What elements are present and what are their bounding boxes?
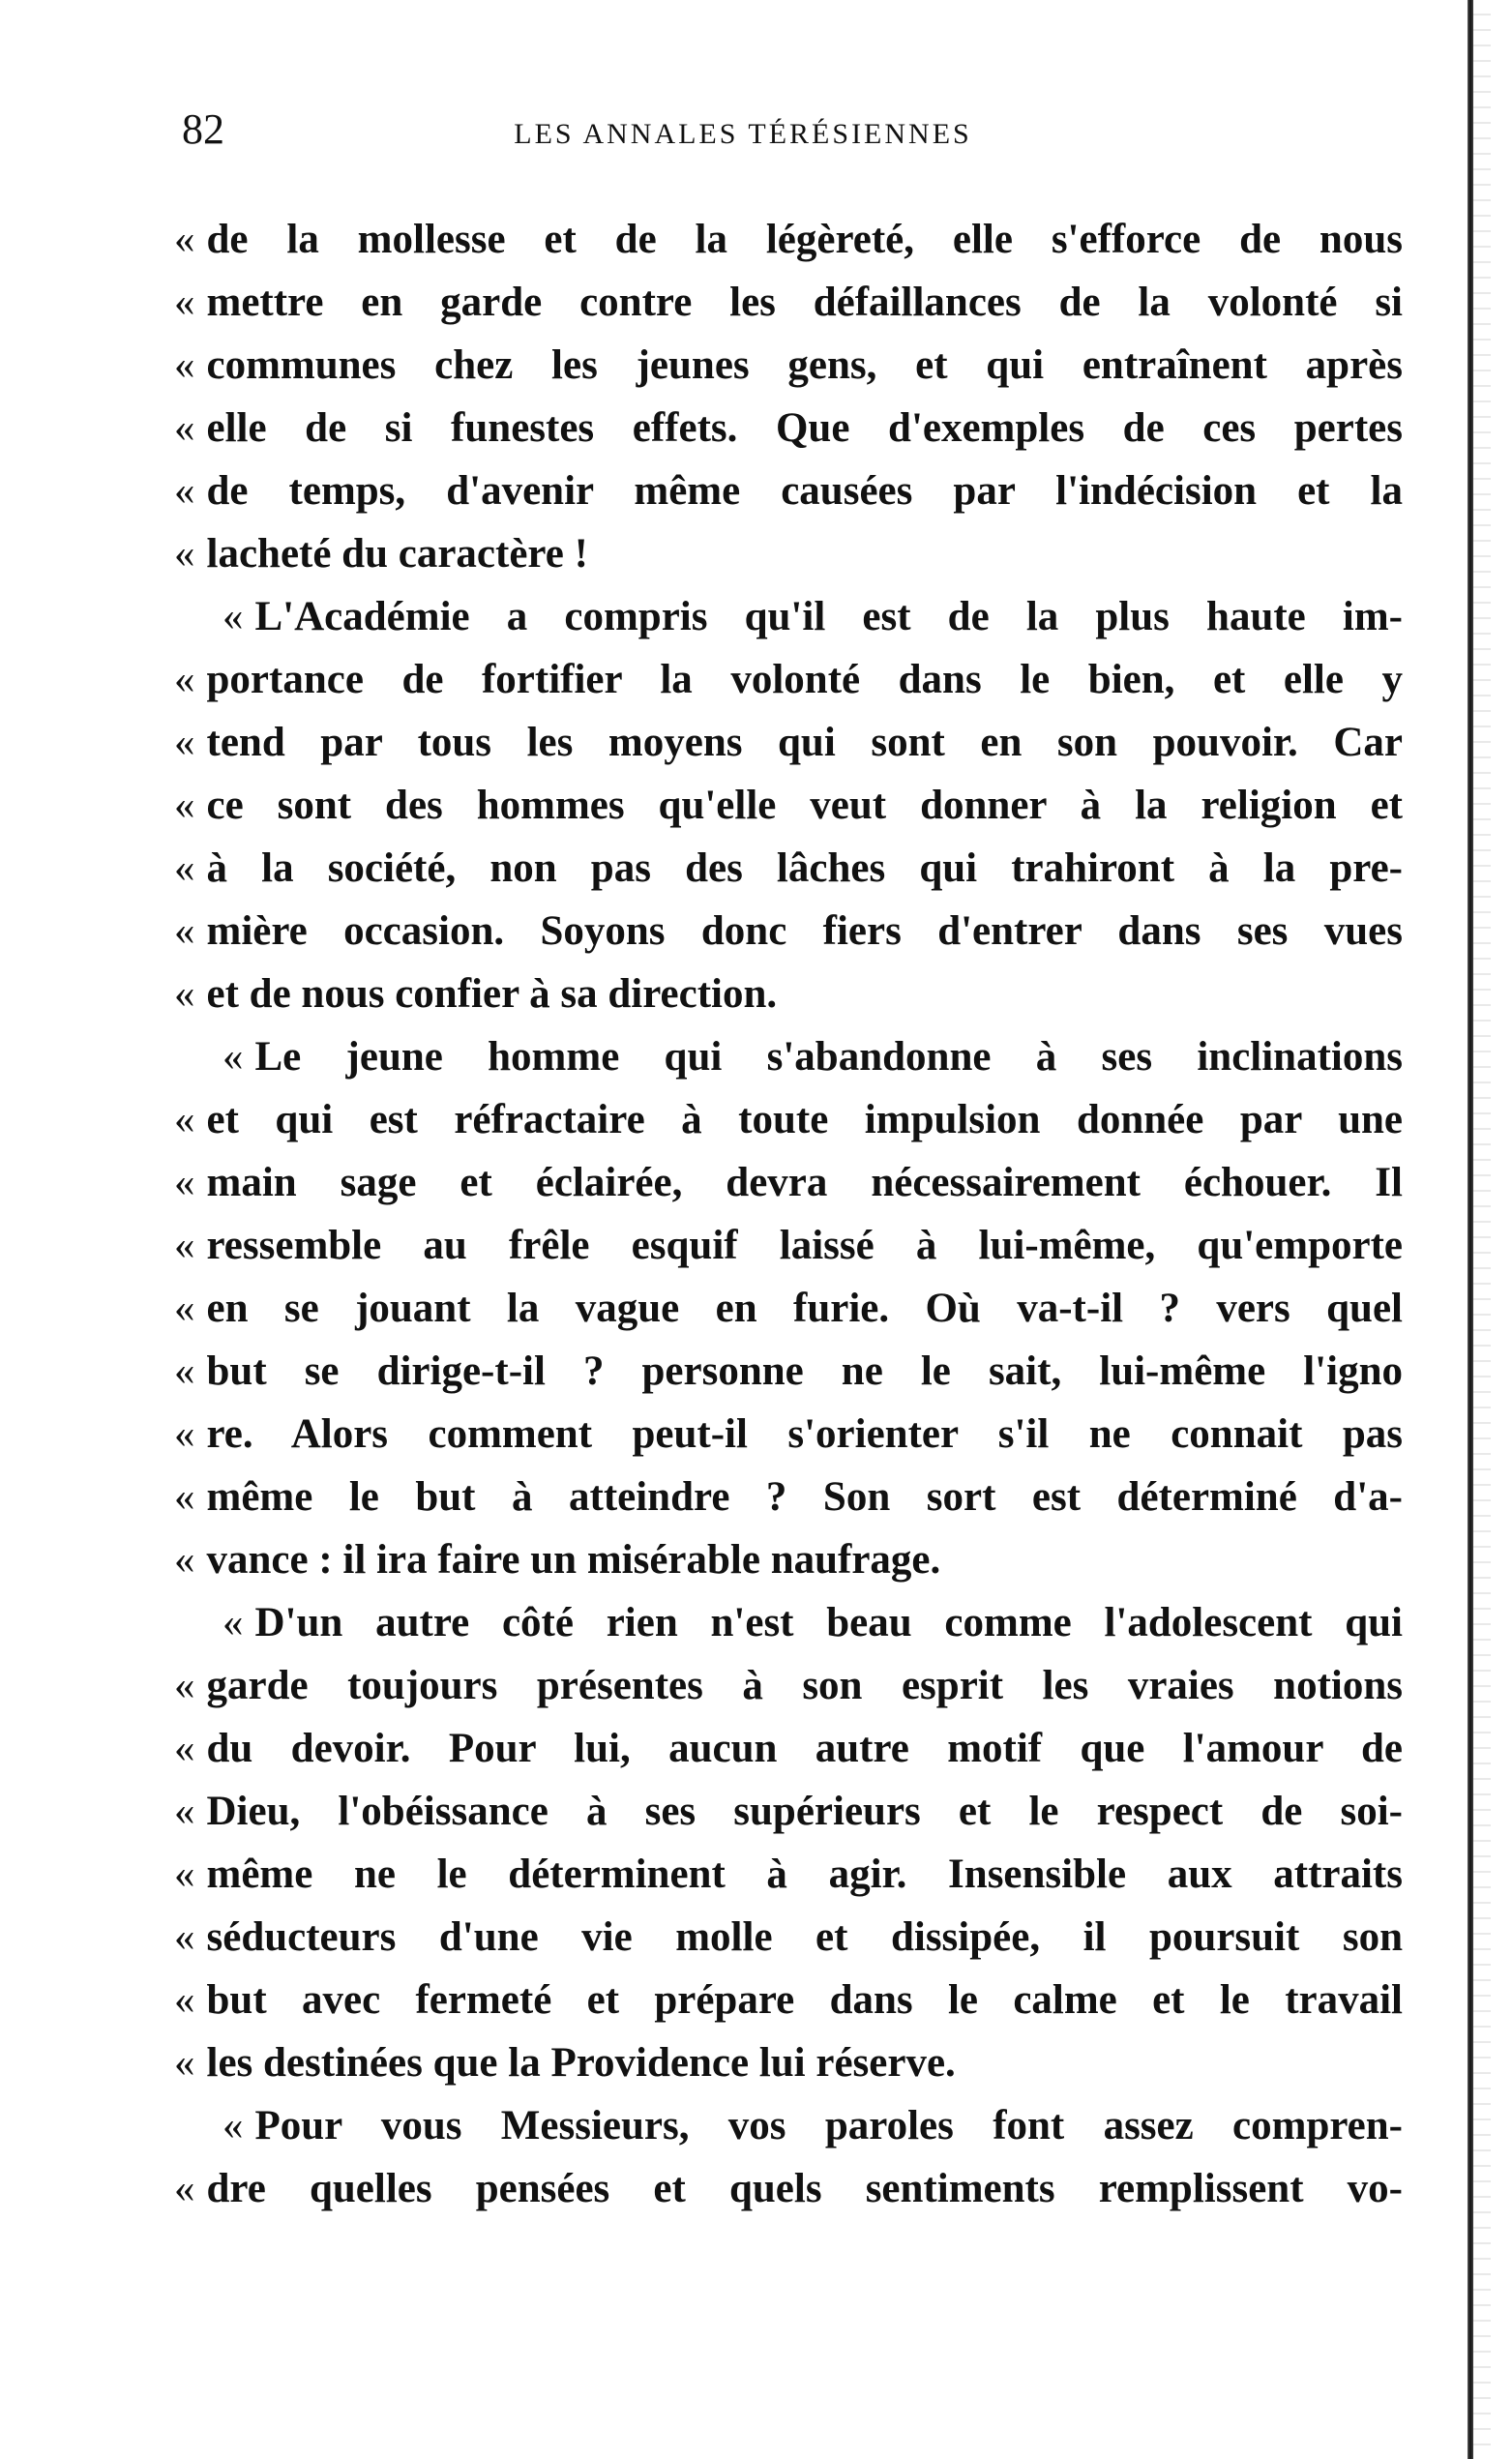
quote-mark: « (174, 1348, 195, 1394)
line-text: ressemble au frêle esquif laissé à lui-même, qu'emporte (206, 1223, 1403, 1268)
text-line (174, 900, 1403, 963)
quote-mark: « (174, 971, 195, 1017)
line-text: portance de fortifier la volonté dans le bien, et elle y (206, 657, 1403, 702)
text-line (174, 1843, 1403, 1906)
text-line (174, 648, 1403, 711)
line-text: et de nous confier à sa direction. (206, 971, 778, 1017)
line-text: but se dirige-t-il ? personne ne le sait, lui-même l'igno (206, 1348, 1403, 1394)
text-line (174, 1088, 1403, 1151)
line-text: D'un autre côté rien n'est beau comme l'adolescent qui (254, 1600, 1403, 1645)
line-text: mière occasion. Soyons donc fiers d'entrer dans ses vues (206, 908, 1403, 954)
quote-mark: « (174, 1914, 195, 1960)
line-text: même le but à atteindre ? Son sort est déterminé d'a- (206, 1474, 1403, 1520)
text-line (174, 1969, 1403, 2031)
page-header (182, 104, 1410, 154)
line-text: en se jouant la vague en furie. Où va-t-il ? vers quel (206, 1286, 1403, 1331)
quote-mark: « (174, 1537, 195, 1583)
text-line (174, 711, 1403, 774)
quote-mark: « (174, 783, 195, 828)
line-text: les destinées que la Providence lui réserve. (206, 2040, 956, 2086)
line-text: vance : il ira faire un misérable naufrage. (206, 1537, 941, 1583)
quote-mark: « (222, 1600, 244, 1645)
quote-mark: « (174, 1286, 195, 1331)
text-line (174, 1214, 1403, 1277)
quote-mark: « (174, 1223, 195, 1268)
line-text: L'Académie a compris qu'il est de la plus haute im- (254, 594, 1403, 639)
text-line (174, 2094, 1403, 2157)
line-text: à la société, non pas des lâches qui trahiront à la pre- (206, 845, 1403, 891)
line-text: même ne le déterminent à agir. Insensible aux attraits (206, 1852, 1403, 1897)
quote-mark: « (174, 1160, 195, 1205)
line-text: de la mollesse et de la légèreté, elle s'efforce de nous (206, 217, 1403, 262)
quote-mark: « (222, 1034, 244, 1080)
quote-mark: « (174, 531, 195, 577)
text-line (174, 837, 1403, 900)
quote-mark: « (174, 1411, 195, 1457)
text-line (174, 963, 1403, 1025)
text-line (174, 774, 1403, 837)
text-line (174, 2157, 1403, 2220)
quote-mark: « (174, 468, 195, 514)
line-text: lacheté du caractère ! (206, 531, 588, 577)
quote-mark: « (174, 1663, 195, 1708)
quote-mark: « (222, 594, 244, 639)
quote-mark: « (174, 845, 195, 891)
text-line (174, 1780, 1403, 1843)
quote-mark: « (222, 2103, 244, 2148)
line-text: du devoir. Pour lui, aucun autre motif que l'amour de (206, 1726, 1403, 1771)
text-line (174, 1466, 1403, 1528)
quote-mark: « (174, 1789, 195, 1834)
line-text: tend par tous les moyens qui sont en son pouvoir. Car (206, 720, 1403, 765)
text-line (174, 1528, 1403, 1591)
text-line (174, 1403, 1403, 1466)
line-text: de temps, d'avenir même causées par l'indécision et la (206, 468, 1403, 514)
text-line (174, 208, 1403, 271)
text-line (174, 1151, 1403, 1214)
page-edge-shadow (1471, 0, 1491, 2459)
text-line (174, 1591, 1403, 1654)
line-text: dre quelles pensées et quels sentiments remplissent vo- (206, 2166, 1403, 2211)
line-text: communes chez les jeunes gens, et qui entraînent après (206, 342, 1403, 388)
quote-mark: « (174, 1474, 195, 1520)
text-line (174, 1717, 1403, 1780)
quote-mark: « (174, 1726, 195, 1771)
line-text: séducteurs d'une vie molle et dissipée, il poursuit son (206, 1914, 1403, 1960)
line-text: re. Alors comment peut-il s'orienter s'il ne connait pas (206, 1411, 1403, 1457)
text-line (174, 522, 1403, 585)
quote-mark: « (174, 405, 195, 451)
page-number: 82 (182, 105, 224, 153)
running-title: LES ANNALES TÉRÉSIENNES (514, 118, 972, 150)
quote-mark: « (174, 1852, 195, 1897)
line-text: et qui est réfractaire à toute impulsion donnée par une (206, 1097, 1403, 1142)
line-text: Le jeune homme qui s'abandonne à ses inclinations (254, 1034, 1403, 1080)
text-line (174, 1906, 1403, 1969)
quote-mark: « (174, 657, 195, 702)
line-text: ce sont des hommes qu'elle veut donner à la religion et (206, 783, 1403, 828)
line-text: garde toujours présentes à son esprit les vraies notions (206, 1663, 1403, 1708)
line-text: Pour vous Messieurs, vos paroles font assez compren- (254, 2103, 1403, 2148)
quote-mark: « (174, 342, 195, 388)
text-line (174, 334, 1403, 397)
body-text (174, 208, 1403, 2220)
text-line (174, 1654, 1403, 1717)
quote-mark: « (174, 2166, 195, 2211)
text-line (174, 397, 1403, 459)
quote-mark: « (174, 908, 195, 954)
quote-mark: « (174, 720, 195, 765)
quote-mark: « (174, 2040, 195, 2086)
line-text: elle de si funestes effets. Que d'exemples de ces pertes (206, 405, 1403, 451)
line-text: Dieu, l'obéissance à ses supérieurs et le respect de soi- (206, 1789, 1403, 1834)
text-line (174, 459, 1403, 522)
quote-mark: « (174, 280, 195, 325)
text-line (174, 1340, 1403, 1403)
line-text: mettre en garde contre les défaillances de la volonté si (206, 280, 1403, 325)
quote-mark: « (174, 217, 195, 262)
page-edge (1468, 0, 1473, 2459)
quote-mark: « (174, 1097, 195, 1142)
text-line (174, 1277, 1403, 1340)
line-text: but avec fermeté et prépare dans le calme et le travail (206, 1977, 1403, 2023)
text-line (174, 271, 1403, 334)
quote-mark: « (174, 1977, 195, 2023)
line-text: main sage et éclairée, devra nécessairement échouer. Il (206, 1160, 1403, 1205)
text-line (174, 2031, 1403, 2094)
text-line (174, 585, 1403, 648)
text-line (174, 1025, 1403, 1088)
